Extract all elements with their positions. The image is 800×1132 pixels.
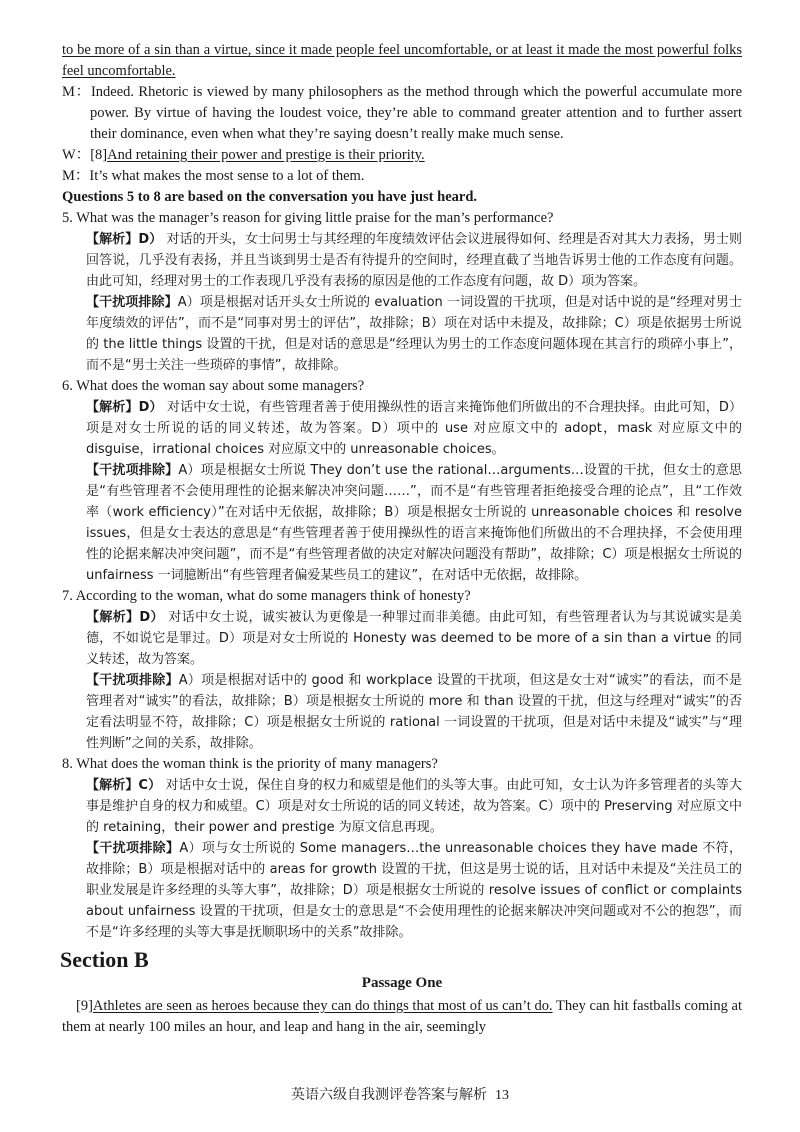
analysis-text: 对话中女士说，有些管理者善于使用操纵性的语言来掩饰他们所做出的不合理抉择。由此可知，D）项是对女士所说的话的同义转述，故为答案。D）项中的 use 对应原文中的 adopt，mask 对应原文中的 disguise，irrational choices 对应原文中的 unreasonable choices。 xyxy=(86,400,742,457)
passage-text: They can hit fastballs coming at them at nearly 100 miles an hour, and leap and hang in the air, seemingly xyxy=(62,998,742,1035)
analysis-text: 对话中女士说，诚实被认为更像是一种罪过而非美德。由此可知，有些管理者认为与其说诚实是美德，不如说它是罪过。D）项是对女士所说的 Honesty was deemed to be more of a sin than a virtue 的同义转述，故为答案。 xyxy=(86,610,742,667)
analysis-label: 【解析】D） xyxy=(86,232,163,247)
speaker-label: W： xyxy=(62,147,91,163)
distractor-text: A）项是根据对话开头女士所说的 evaluation 一词设置的干扰项，但是对话中说的是“经理对男士年度绩效的评估”，而不是“同事对男士的评估”，故排除；B）项在对话中未提及，故排除；C）项是依据男士所说的 the little things 设置的干扰，但是对话的意思是“经理认为男士的工作态度问题体现在其言行的琐碎小事上”，而不是“男士关注一些琐碎的事情”，故排除。 xyxy=(86,295,742,373)
question-5-distractors xyxy=(62,292,742,376)
question-7-distractors xyxy=(62,670,742,754)
analysis-text: 对话中女士说，保住自身的权力和威望是他们的头等大事。由此可知，女士认为许多管理者的头等大事是维护自身的权力和威望。C）项是对女士所说的话的同义转述，故为答案。C）项中的 Preserving 对应原文中的 retaining，their power and prestige 为原文信息再现。 xyxy=(86,778,742,835)
question-8-title: 8. What does the woman think is the priority of many managers? xyxy=(62,756,438,772)
dialogue-text: It’s what makes the most sense to a lot of them. xyxy=(89,168,365,184)
speaker-label: M： xyxy=(62,84,91,100)
distractor-text: A）项是根据对话中的 good 和 workplace 设置的干扰项，但这是女士对“诚实”的看法，而不是管理者对“诚实”的看法，故排除；B）项是根据女士所说的 more 和 than 设置的干扰，但这与经理对“诚实”的否定看法明显不符，故排除；C）项是根据女士所说的 rational 一词设置的干扰项，但是对话中未提及“诚实”与“理性判断”之间的关系，故排除。 xyxy=(86,673,742,751)
distractor-label: 【干扰项排除】 xyxy=(86,841,180,856)
questions-heading: Questions 5 to 8 are based on the conversation you have just heard. xyxy=(62,189,478,205)
marker-8: [8] xyxy=(90,147,108,163)
passage-underlined-sentence: Athletes are seen as heroes because they can do things that most of us can’t do. xyxy=(92,998,553,1014)
distractor-text: A）项与女士所说的 Some managers…the unreasonable choices they have made 不符，故排除；B）项是根据对话中的 areas for growth 设置的干扰，但这是男士说的话，且对话中未提及“关注员工的职业发展是许多经理的头等大事”，故排除；D）项是根据女士所说的 resolve issues of conflict or complaints about unfairness 设置的干扰项，但是女士的意思是“不会使用理性的论据来解决冲突问题或对不公的抱怨”，而不是“许多经理的头等大事是抚顺职场中的关系”故排除。 xyxy=(86,841,742,940)
distractor-text: A）项是根据女士所说 They don’t use the rational…arguments…设置的干扰，但女士的意思是“有些管理者不会使用理性的论据来解决冲突问题……”，而不是“有些管理者拒绝接受合理的论点”，且“工作效率（work efficiency）”在对话中无依据，故排除；B）项是根据女士所说的 unreasonable choices 和 resolve issues，但是女士表达的意思是“有些管理者善于使用操纵性的语言来掩饰他们所做出的不合理抉择，不会使用理性的论据来解决冲突问题”，而不是“有些管理者做的决定对解决问题没有帮助”，故排除；C）项是根据女士所说的 unfairness 一词臆断出“有些管理者偏爱某些员工的建议”，在对话中无依据，故排除。 xyxy=(86,463,742,583)
distractor-label: 【干扰项排除】 xyxy=(86,673,179,688)
question-6-title: 6. What does the woman say about some managers? xyxy=(62,378,365,394)
analysis-label: 【解析】C） xyxy=(86,778,162,793)
distractor-label: 【干扰项排除】 xyxy=(86,295,178,310)
dialogue-line-w xyxy=(62,145,742,166)
section-title: Section B xyxy=(60,947,149,972)
passage-title: Passage One xyxy=(361,975,443,991)
analysis-label: 【解析】D） xyxy=(86,610,164,625)
question-8-distractors xyxy=(62,838,742,943)
question-5-title: 5. What was the manager’s reason for giving little praise for the man’s performance? xyxy=(62,210,554,226)
dialogue-line-m xyxy=(62,166,742,187)
question-5-analysis xyxy=(62,229,742,292)
dialogue-text: Indeed. Rhetoric is viewed by many philosophers as the method through which the powerful accumulate more power. By virtue of having the loudest voice, they’re able to command greater attention and to further assert their dominance, even when what they’re saying doesn’t really make much sense. xyxy=(90,84,742,142)
dialogue-text: And retaining their power and prestige is their priority. xyxy=(107,147,425,163)
footer-title: 英语六级自我测评卷答案与解析 xyxy=(291,1087,487,1103)
distractor-label: 【干扰项排除】 xyxy=(86,463,179,478)
passage-paragraph xyxy=(62,996,742,1038)
question-7-analysis xyxy=(62,607,742,670)
analysis-label: 【解析】D） xyxy=(86,400,163,415)
question-7-title: 7. According to the woman, what do some managers think of honesty? xyxy=(62,588,471,604)
speaker-label: M： xyxy=(62,168,90,184)
page-number: 13 xyxy=(495,1088,509,1103)
analysis-text: 对话的开头，女士问男士与其经理的年度绩效评估会议进展得如何、经理是否对其大力表扬，男士则回答说，几乎没有表扬，并且当谈到男士是否有待提升的空间时，经理直截了当地告诉男士他的工作态度有问题。由此可知，经理对男士的工作表现几乎没有表扬的原因是他的工作态度有问题，故 D）项为答案。 xyxy=(86,232,742,289)
question-8-analysis xyxy=(62,775,742,838)
dialogue-continuation: to be more of a sin than a virtue, since it made people feel uncomfortable, or at least it made the most powerful folks feel uncomfortable. xyxy=(62,42,742,79)
document-page xyxy=(62,40,742,1038)
question-6-analysis xyxy=(62,397,742,460)
dialogue-line-m xyxy=(62,82,742,145)
marker-9: [9] xyxy=(76,998,93,1014)
page-footer xyxy=(0,1084,800,1104)
question-6-distractors xyxy=(62,460,742,586)
